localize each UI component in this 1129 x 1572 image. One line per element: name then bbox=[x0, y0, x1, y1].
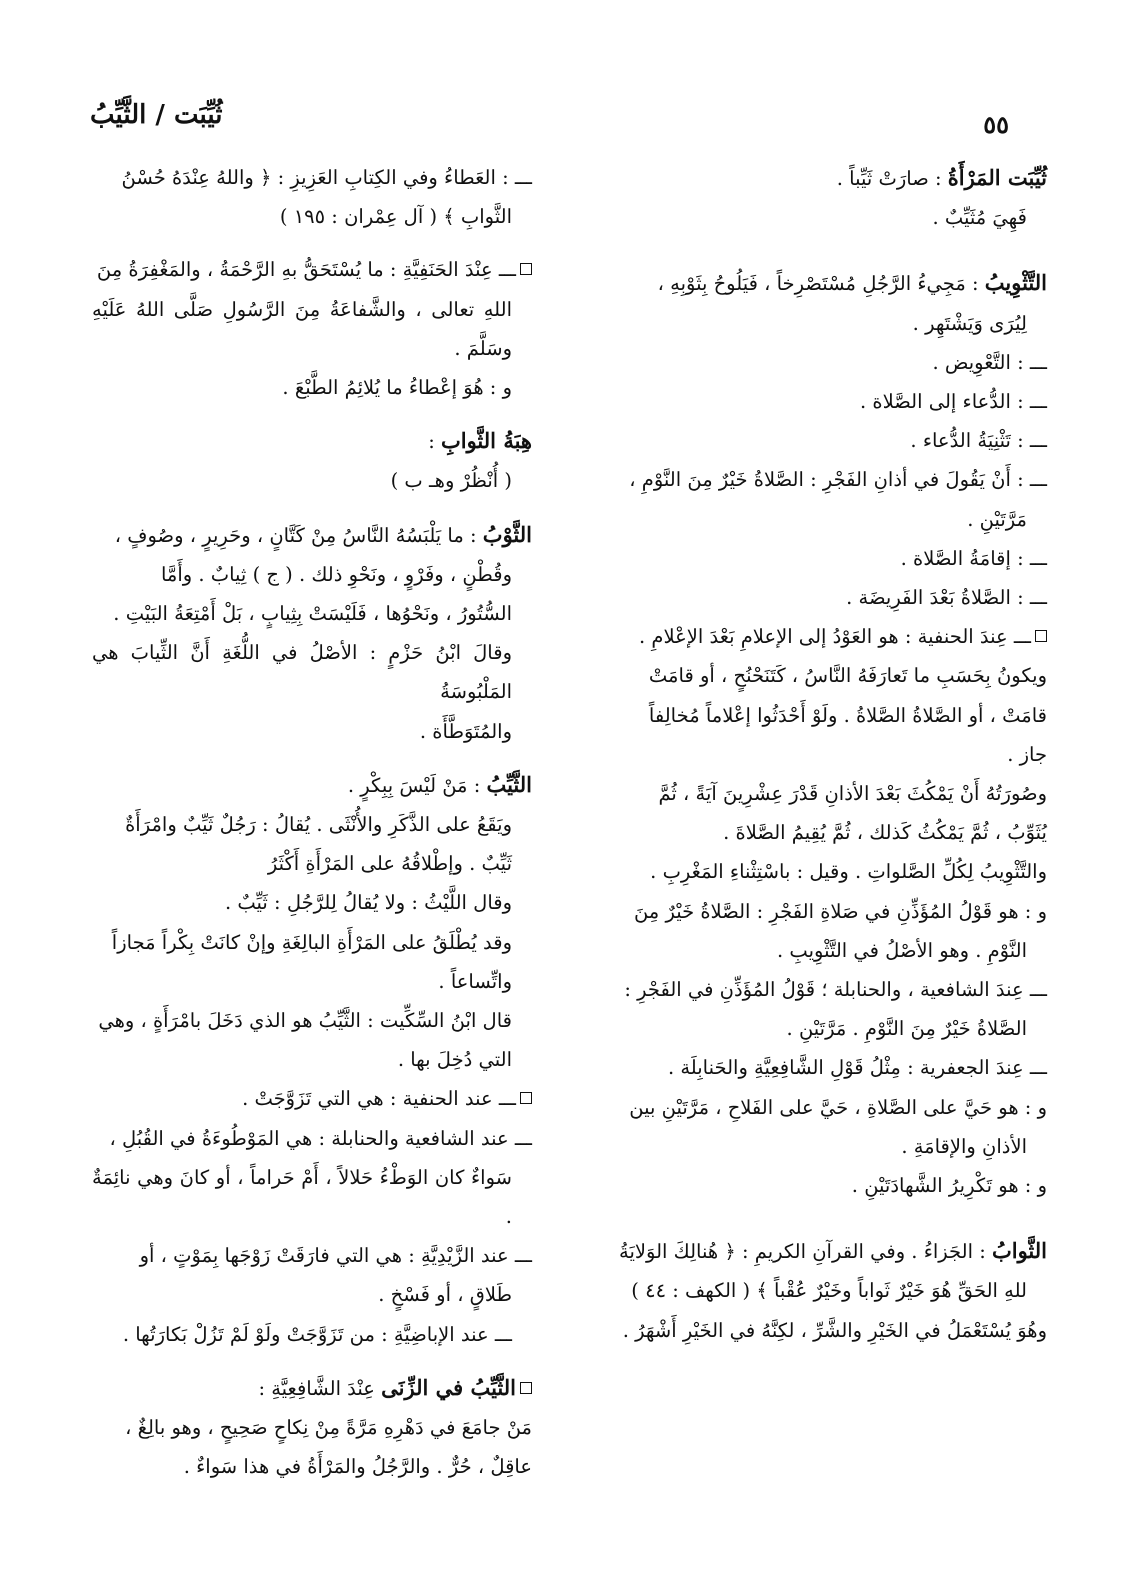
entry-line: للهِ الحَقِّ هُوَ خَيْرٌ ثَواباً وخَيْرٌ عُقْباً ﴾ ( الكهف : ٤٤ ) bbox=[631, 1279, 1027, 1303]
entry-line: ـــ عند الزَّيْدِيَّةِ : هي التي فارَقَتْ زَوْجَها بِمَوْتٍ ، أو bbox=[139, 1244, 532, 1268]
dictionary-entry bbox=[607, 1231, 1047, 1350]
running-head: ثُيِّبَت / الثَّيِّبُ bbox=[90, 100, 223, 130]
entry-line: وقُطْنٍ ، وفَرْوٍ ، ونَحْوِ ذلك . ( ج ) ثِيابٌ . وأَمَّا bbox=[160, 562, 512, 586]
entry-line: مَرَّتَيْنِ . bbox=[967, 507, 1027, 531]
entry-line: اللهِ تعالى ، والشَّفاعَةُ مِنَ الرَّسُولِ صَلَّى اللهُ عَلَيْهِ وسَلَّمَ . bbox=[92, 297, 512, 360]
entry-line: ـــ عِندَ الشافعية ، والحنابلة ؛ قَوْلُ المُؤَذِّنِ في الفَجْرِ : bbox=[624, 978, 1047, 1002]
dictionary-entry bbox=[607, 263, 1047, 1205]
entry-line: الأذانِ والإقامَةِ . bbox=[901, 1134, 1027, 1158]
square-marker-icon bbox=[520, 1092, 532, 1104]
headword: الثَّوْبُ bbox=[482, 521, 532, 547]
dictionary-entry bbox=[92, 421, 532, 500]
entry-line: ـــ عِندَ الجعفرية : مِثْلُ قَوْلِ الشَّافِعِيَّةِ والحَنابِلَة . bbox=[667, 1056, 1047, 1080]
entry-line: الثَّوابُ : الجَزاءُ . وفي القرآنِ الكريمِ : ﴿ هُنالِكَ الوَلايَةُ bbox=[619, 1238, 1047, 1264]
entry-line: النَّوْمِ . وهو الأصْلُ في التَّثْوِيبِ . bbox=[777, 938, 1027, 962]
entry-line: ـــ : العَطاءُ وفي الكِتابِ العَزِيزِ : ﴿ واللهُ عِنْدَهُ حُسْنُ bbox=[121, 166, 532, 189]
square-marker-icon bbox=[520, 263, 532, 275]
entry-line: ـــ عِنْدَ الحَنَفِيَّةِ : ما يُسْتَحَقُّ بهِ الرَّحْمَةُ ، والمَغْفِرَةُ مِنَ bbox=[92, 250, 532, 289]
entry-line: ـــ : تَثْنِيَةُ الدُّعاء . bbox=[910, 429, 1047, 453]
entry-line: ثَيِّبٌ . وإطْلاقُهُ على المَرْأَةِ أَكْثَرُ bbox=[267, 852, 512, 876]
entry-line: وقد يُطْلَقُ على المَرْأَةِ البالِغَةِ وإنْ كانَتْ بِكْراً مَجازاً bbox=[111, 930, 512, 954]
entry-line: و : هو تَكْرِيرُ الشَّهادَتَيْنِ . bbox=[851, 1174, 1047, 1198]
entry-line: قامَتْ ، أو الصَّلاةُ الصَّلاةُ . ولَوْ أَحْدَثُوا إعْلاماً مُخالِفاً bbox=[648, 703, 1047, 727]
square-marker-icon bbox=[520, 1382, 532, 1394]
entry-line: الثَّوابِ ﴾ ( آل عِمْران : ١٩٥ ) bbox=[279, 205, 512, 229]
entry-line: ـــ : أَنْ يَقُولَ في أذانِ الفَجْرِ : الصَّلاةُ خَيْرٌ مِنَ النَّوْمِ ، bbox=[629, 468, 1047, 492]
page-number: ٥٥ bbox=[983, 110, 1009, 139]
entry-line: السُّتُورُ ، ونَحْوُها ، فَلَيْسَتْ بِثِيابٍ ، بَلْ أَمْتِعَةُ البَيْتِ . bbox=[113, 602, 512, 626]
headword: التَّثْوِيبُ bbox=[984, 270, 1047, 296]
entry-line: و : هُوَ إعْطاءُ ما يُلائِمُ الطَّبْعَ . bbox=[282, 376, 512, 400]
headword: الثَّيِّبُ في الزِّنَى bbox=[381, 1374, 516, 1400]
entry-line: وقال اللَّيْثُ : ولا يُقالُ لِلرَّجُلِ : ثَيِّبٌ . bbox=[225, 891, 512, 915]
dictionary-entry bbox=[92, 765, 532, 1354]
page-header bbox=[90, 100, 1009, 140]
headword: ثُيِّبَت المَرْأَةُ bbox=[947, 165, 1047, 190]
entry-line: يُثَوِّبُ ، ثُمَّ يَمْكُثُ كَذلك ، ثُمَّ يُقِيمُ الصَّلاةَ . bbox=[723, 821, 1047, 845]
entry-line: و : هو حَيَّ على الصَّلاةِ ، حَيَّ على الفَلاحِ ، مَرَّتَيْنِ بين bbox=[629, 1095, 1047, 1119]
entry-line: والمُتَوَطَّأَة . bbox=[419, 719, 512, 743]
entry-line: ثُيِّبَت المَرْأَةُ : صارَتْ ثَيِّباً . bbox=[836, 165, 1047, 190]
entry-line: فَهِيَ مُثَيِّبٌ . bbox=[932, 206, 1027, 230]
entry-line: ـــ عند الإباضِيَّةِ : من تَزَوَّجَتْ ولَوْ لَمْ تَزُلْ بَكارَتُها . bbox=[122, 1322, 512, 1346]
dictionary-entry bbox=[92, 250, 532, 407]
entry-line: ـــ عند الشافعية والحنابلة : هي المَوْطُوءَةُ في القُبُلِ ، bbox=[109, 1126, 532, 1150]
entry-line: ـــ : الدُّعاء إلى الصَّلاة . bbox=[860, 390, 1047, 414]
square-marker-icon bbox=[1035, 630, 1047, 642]
entry-line: جاز . bbox=[1007, 742, 1047, 766]
entry-line: واتِّساعاً . bbox=[438, 969, 512, 993]
entry-line: ويكونُ بِحَسَبِ ما تَعارَفَهُ النَّاسُ ، كَتَنَحْنُحٍ ، أو قامَتْ bbox=[648, 664, 1047, 688]
entry-line: و : هو قَوْلُ المُؤَذِّنِ في صَلاةِ الفَجْرِ : الصَّلاةُ خَيْرٌ مِنَ bbox=[633, 899, 1047, 923]
headword: الثَّوابُ bbox=[991, 1238, 1047, 1264]
dictionary-entry bbox=[92, 1368, 532, 1487]
entry-line: هِبَةُ الثَّوابِ : bbox=[428, 428, 532, 454]
headword: الثَّيِّبُ bbox=[486, 771, 532, 797]
left-column bbox=[92, 158, 532, 1501]
entry-line: والتَّثْوِيبُ لِكُلِّ الصَّلواتِ . وقيل : باسْتِثْناءِ المَغْرِبِ . bbox=[650, 860, 1047, 884]
entry-line: التي دُخِلَ بها . bbox=[397, 1048, 512, 1072]
headword: هِبَةُ الثَّوابِ bbox=[440, 428, 532, 454]
entry-line: قال ابْنُ السِّكِّيت : الثَّيِّبُ هو الذي دَخَلَ بامْرَأَةٍ ، وهي bbox=[98, 1009, 512, 1033]
dictionary-entry bbox=[92, 158, 532, 236]
entry-line: الصَّلاةُ خَيْرٌ مِنَ النَّوْمِ . مَرَّتَيْنِ . bbox=[786, 1017, 1027, 1041]
entry-line: سَواءٌ كان الوَطْءُ حَلالاً ، أَمْ حَراماً ، أو كانَ وهي نائِمَةٌ . bbox=[92, 1165, 512, 1229]
entry-line: مَنْ جامَعَ في دَهْرِهِ مَرَّةً مِنْ نِكاحٍ صَحِيحٍ ، وهو بالِغٌ ، bbox=[125, 1416, 532, 1440]
entry-line: ـــ : الصَّلاةُ بَعْدَ الفَرِيضَة . bbox=[846, 586, 1047, 610]
entry-line: ( أُنْظُرْ وهـ ب ) bbox=[390, 469, 512, 493]
entry-line: ـــ عِندَ الحنفية : هو العَوْدُ إلى الإعلامِ بَعْدَ الإعْلامِ . bbox=[607, 617, 1047, 656]
entry-line: لِيُرَى وَيَشْتَهِر . bbox=[912, 311, 1027, 335]
right-column bbox=[607, 158, 1047, 1364]
dictionary-entry bbox=[607, 158, 1047, 237]
entry-line: عاقِلٌ ، حُرٌّ . والرَّجُلُ والمَرْأَةُ في هذا سَواءٌ . bbox=[183, 1455, 532, 1479]
entry-line: وقالَ ابْنُ حَزْمٍ : الأصْلُ في اللُّغَةِ أَنَّ الثِّيابَ هي المَلْبُوسَةُ bbox=[92, 641, 512, 704]
entry-line: ـــ : إقامَةُ الصَّلاة . bbox=[900, 546, 1047, 570]
entry-line: الثَّيِّبُ في الزِّنَى عِنْدَ الشَّافِعِيَّةِ : bbox=[92, 1368, 532, 1408]
dictionary-entry bbox=[92, 515, 532, 751]
entry-line: ـــ : التَّعْوِيض . bbox=[932, 350, 1047, 374]
entry-line: وصُورَتُهُ أَنْ يَمْكُثَ بَعْدَ الأذانِ قَدْرَ عِشْرِينَ آيَةً ، ثُمَّ bbox=[658, 782, 1047, 806]
entry-line: طَلاقٍ ، أو فَسْخٍ . bbox=[378, 1283, 512, 1307]
entry-line: الثَّوْبُ : ما يَلْبَسُهُ النَّاسُ مِنْ كَتَّانٍ ، وحَرِيرٍ ، وصُوفٍ ، bbox=[114, 521, 532, 547]
entry-line: ويَقَعُ على الذَّكَرِ والأُنْثَى . يُقالُ : رَجُلٌ ثَيِّبٌ وامْرَأَةٌ bbox=[125, 813, 512, 837]
entry-line: الثَّيِّبُ : مَنْ لَيْسَ بِبِكْرٍ . bbox=[347, 771, 532, 797]
entry-line: التَّثْوِيبُ : مَجِيءُ الرَّجُلِ مُسْتَصْرِخاً ، فَيَلُوحُ بِثَوْبِهِ ، bbox=[657, 270, 1047, 296]
entry-line: وهُوَ يُسْتَعْمَلُ في الخَيْرِ والشَّرِّ ، لكِنَّهُ في الخَيْرِ أَشْهَرُ . bbox=[622, 1318, 1047, 1342]
entry-line: ـــ عند الحنفية : هي التي تَزَوَّجَتْ . bbox=[92, 1079, 532, 1118]
